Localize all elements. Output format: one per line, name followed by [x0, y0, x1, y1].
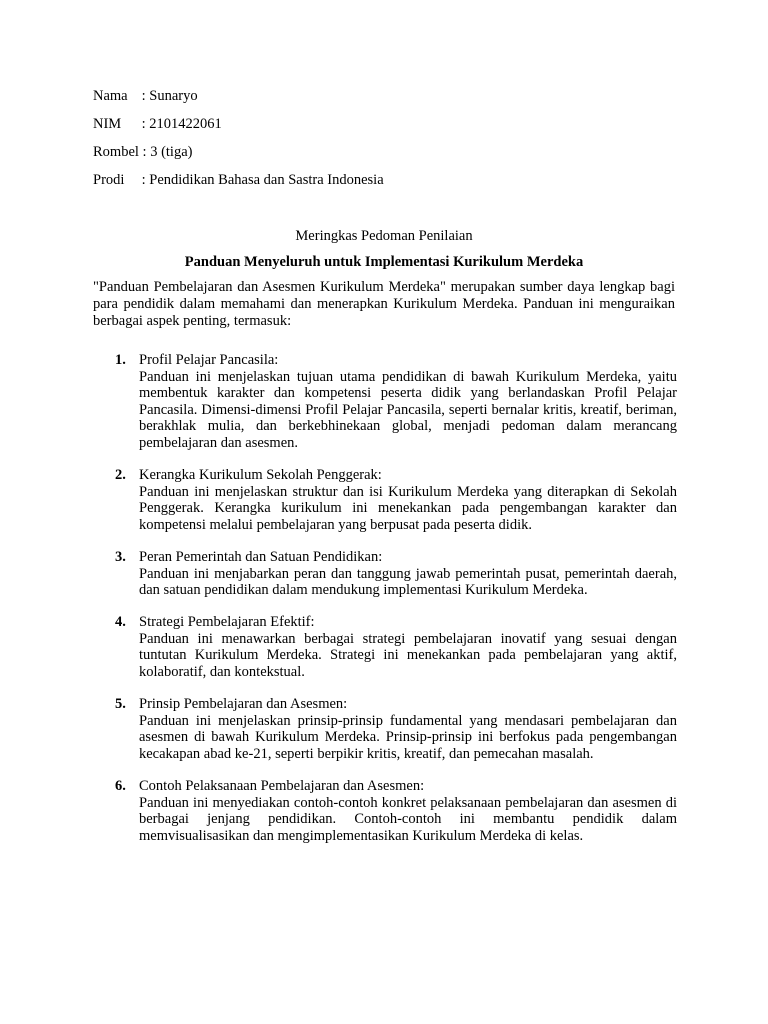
item-description: Panduan ini menawarkan berbagai strategi pembelajaran inovatif yang sesuai dengan tuntutan Kurikulum Merdeka. Strategi ini menekankan pada pembelajaran yang aktif, kolaboratif, dan kontekstual.	[139, 630, 677, 680]
document-subtitle: Meringkas Pedoman Penilaian	[295, 228, 473, 244]
document-title: Panduan Menyeluruh untuk Implementasi Kurikulum Merdeka	[184, 254, 584, 270]
rombel-label: Rombel	[93, 144, 139, 160]
item-heading: Kerangka Kurikulum Sekolah Penggerak:	[139, 467, 382, 484]
item-description: Panduan ini menjelaskan prinsip-prinsip fundamental yang mendasari pembelajaran dan asesmen di bawah Kurikulum Merdeka. Prinsip-prinsip ini berfokus pada pengembangan kecakapan abad ke-21, seperti berpikir kritis, kreatif, dan pemecahan masalah.	[139, 712, 677, 762]
name-label: Nama	[93, 88, 128, 104]
item-description: Panduan ini menyediakan contoh-contoh konkret pelaksanaan pembelajaran dan asesmen di berbagai jenjang pendidikan. Contoh-contoh ini membantu pendidik dalam memvisualisasikan dan mengimplementasikan Kurikulum Merdeka di kelas.	[139, 794, 677, 844]
list-item	[93, 549, 677, 599]
prodi-row	[93, 171, 384, 189]
item-heading: Peran Pemerintah dan Satuan Pendidikan:	[139, 548, 383, 565]
list-item	[93, 778, 677, 844]
nim-row	[93, 115, 384, 133]
item-number: 1.	[115, 352, 126, 368]
item-number: 3.	[115, 548, 126, 565]
rombel-row	[93, 143, 384, 161]
item-description: Panduan ini menjelaskan struktur dan isi Kurikulum Merdeka yang diterapkan di Sekolah Penggerak. Kerangka kurikulum ini menekankan pada pengembangan karakter dan kompetensi melalui pembelajaran yang berpusat pada peserta didik.	[139, 483, 677, 533]
item-description: Panduan ini menjabarkan peran dan tanggung jawab pemerintah pusat, pemerintah daerah, dan satuan pendidikan dalam mendukung implementasi Kurikulum Merdeka.	[139, 565, 677, 599]
nim-value: : 2101422061	[141, 116, 222, 132]
nim-label: NIM	[93, 116, 122, 132]
guide-aspects-list	[93, 352, 677, 860]
prodi-value: : Pendidikan Bahasa dan Sastra Indonesia	[141, 172, 384, 188]
item-heading: Strategi Pembelajaran Efektif:	[139, 614, 315, 631]
item-number: 4.	[115, 614, 126, 631]
intro-paragraph: "Panduan Pembelajaran dan Asesmen Kurikulum Merdeka" merupakan sumber daya lengkap bagi para pendidik dalam memahami dan menerapkan Kurikulum Merdeka. Panduan ini menguraikan berbagai aspek penting, termasuk:	[93, 279, 675, 329]
list-item	[93, 614, 677, 680]
rombel-value: : 3 (tiga)	[142, 144, 193, 160]
item-heading: Profil Pelajar Pancasila:	[139, 352, 279, 368]
item-heading: Prinsip Pembelajaran dan Asesmen:	[139, 696, 348, 713]
list-item	[93, 352, 677, 452]
list-item	[93, 467, 677, 533]
item-description: Panduan ini menjelaskan tujuan utama pendidikan di bawah Kurikulum Merdeka, yaitu membentuk karakter dan kompetensi peserta didik yang berlandaskan Profil Pelajar Pancasila. Dimensi-dimensi Profil Pelajar Pancasila, seperti bernalar kritis, kreatif, beriman, berakhlak mulia, dan berkebhinekaan global, menjadi pedoman dalam merancang pembelajaran dan asesmen.	[139, 368, 677, 451]
item-number: 5.	[115, 696, 126, 713]
name-value: : Sunaryo	[141, 88, 198, 104]
prodi-label: Prodi	[93, 172, 125, 188]
item-heading: Contoh Pelaksanaan Pembelajaran dan Asesmen:	[139, 777, 425, 794]
item-number: 6.	[115, 777, 126, 794]
student-info	[93, 87, 384, 199]
list-item	[93, 696, 677, 762]
name-row	[93, 87, 384, 105]
item-number: 2.	[115, 467, 126, 484]
